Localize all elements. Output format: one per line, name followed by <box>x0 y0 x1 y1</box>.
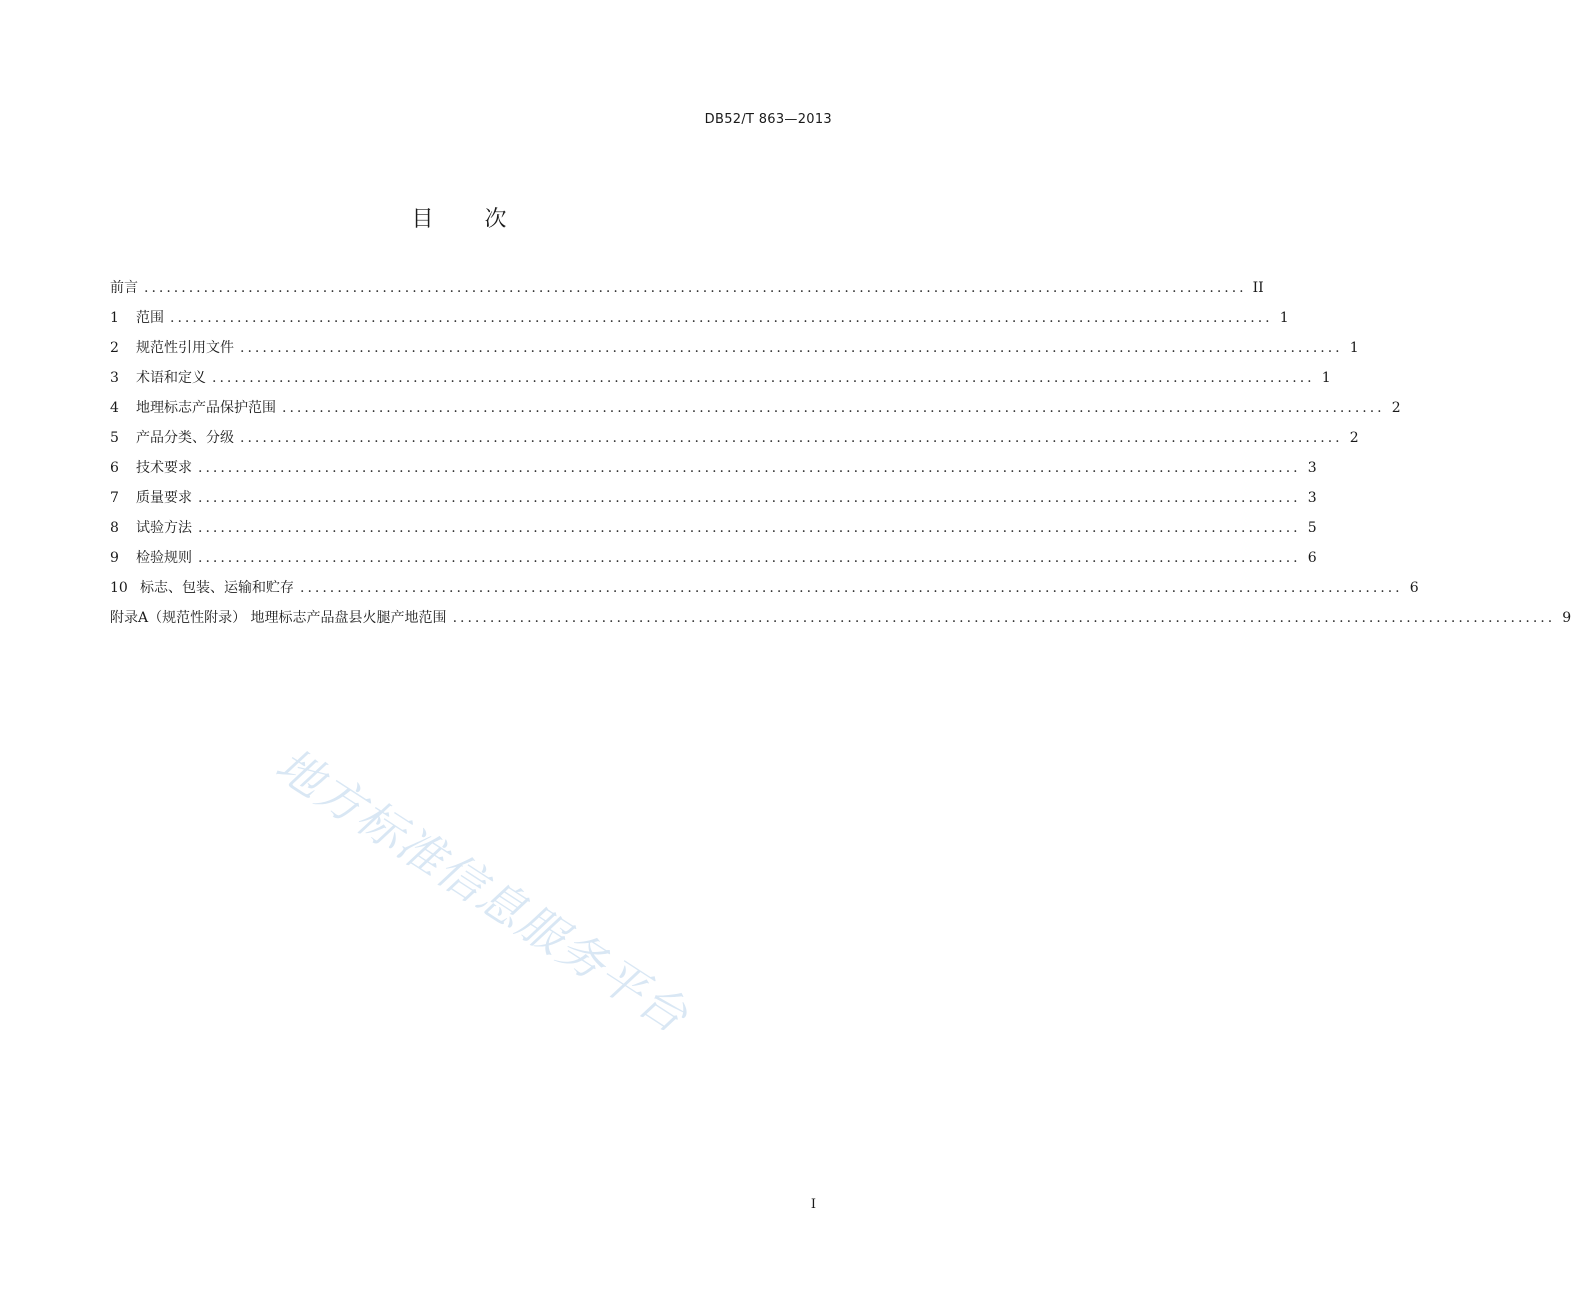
toc-entry-inspection-rules[interactable] <box>110 548 1317 578</box>
toc-entry-marking-packaging[interactable] <box>110 578 1419 608</box>
toc-leader-dots: .................................................................................................................................................... <box>198 460 1301 476</box>
page-number: I <box>810 1197 816 1212</box>
toc-leader-dots: .................................................................................................................................................... <box>170 310 1273 326</box>
toc-entry-number: 9 <box>110 550 119 566</box>
toc-leader-dots: .................................................................................................................................................... <box>198 490 1301 506</box>
toc-entry-page: 9 <box>1562 610 1571 626</box>
toc-leader-dots: .................................................................................................................................................... <box>282 400 1385 416</box>
toc-entry-label: 规范性引用文件 <box>136 340 234 356</box>
toc-entry-page: 3 <box>1307 460 1317 476</box>
toc-entry-number: 8 <box>110 520 119 536</box>
toc-entry-label: 术语和定义 <box>136 370 206 386</box>
toc-entry-number: 4 <box>110 400 119 416</box>
toc-entry-quality-requirements[interactable] <box>110 488 1317 518</box>
toc-entry-technical-requirements[interactable] <box>110 458 1317 488</box>
toc-entry-page: 1 <box>1279 310 1289 326</box>
toc-entry-scope[interactable] <box>110 308 1289 338</box>
toc-entry-page: 2 <box>1391 400 1401 416</box>
toc-entry-number: 10 <box>110 580 128 596</box>
toc-entry-page: 1 <box>1349 340 1359 356</box>
toc-entry-label: 检验规则 <box>136 550 192 566</box>
toc-leader-dots: .................................................................................................................................................... <box>198 550 1301 566</box>
toc-leader-dots: .................................................................................................................................................... <box>452 610 1556 626</box>
toc-entry-number: 1 <box>110 310 119 326</box>
toc-entry-number: 3 <box>110 370 119 386</box>
watermark: 地方标准信息服务平台 <box>266 737 699 1044</box>
toc-entry-label: 技术要求 <box>136 460 192 476</box>
document-code: DB52/T 863—2013 <box>704 112 832 127</box>
toc-entry-label: 附录A（规范性附录） 地理标志产品盘县火腿产地范围 <box>110 610 447 626</box>
toc-entry-page: 6 <box>1409 580 1419 596</box>
toc-entry-number: 6 <box>110 460 119 476</box>
toc-entry-classification[interactable] <box>110 428 1359 458</box>
toc-entry-page: 5 <box>1307 520 1317 536</box>
toc-entry-label: 标志、包装、运输和贮存 <box>140 580 294 596</box>
toc-entry-protection-scope[interactable] <box>110 398 1401 428</box>
toc-entry-number: 2 <box>110 340 119 356</box>
toc-entry-number: 5 <box>110 430 119 446</box>
toc-entry-terms-definitions[interactable] <box>110 368 1331 398</box>
toc-leader-dots: .................................................................................................................................................... <box>240 340 1343 356</box>
toc-entry-label: 质量要求 <box>136 490 192 506</box>
toc-title: 目 次 <box>411 207 509 232</box>
toc-entry-foreword[interactable] <box>110 278 1264 308</box>
toc-entry-label: 产品分类、分级 <box>136 430 234 446</box>
toc-entry-page: 2 <box>1349 430 1359 446</box>
toc-entry-page: 6 <box>1307 550 1317 566</box>
toc-leader-dots: .................................................................................................................................................... <box>300 580 1403 596</box>
toc-entry-label: 前言 <box>110 280 138 296</box>
toc-leader-dots: .................................................................................................................................................... <box>212 370 1315 386</box>
toc-entry-label: 地理标志产品保护范围 <box>136 400 276 416</box>
toc-entry-test-methods[interactable] <box>110 518 1317 548</box>
toc-leader-dots: .................................................................................................................................................... <box>198 520 1301 536</box>
toc-entry-label: 试验方法 <box>136 520 192 536</box>
toc-leader-dots: .................................................................................................................................................... <box>144 280 1247 296</box>
toc-entry-normative-references[interactable] <box>110 338 1359 368</box>
toc-entry-number: 7 <box>110 490 119 506</box>
toc-entry-label: 范围 <box>136 310 164 326</box>
toc-entry-annex-a[interactable] <box>110 608 1571 638</box>
table-of-contents <box>110 278 1571 638</box>
toc-entry-page: 1 <box>1321 370 1331 386</box>
toc-entry-page: II <box>1252 280 1264 296</box>
toc-leader-dots: .................................................................................................................................................... <box>240 430 1343 446</box>
toc-entry-page: 3 <box>1307 490 1317 506</box>
